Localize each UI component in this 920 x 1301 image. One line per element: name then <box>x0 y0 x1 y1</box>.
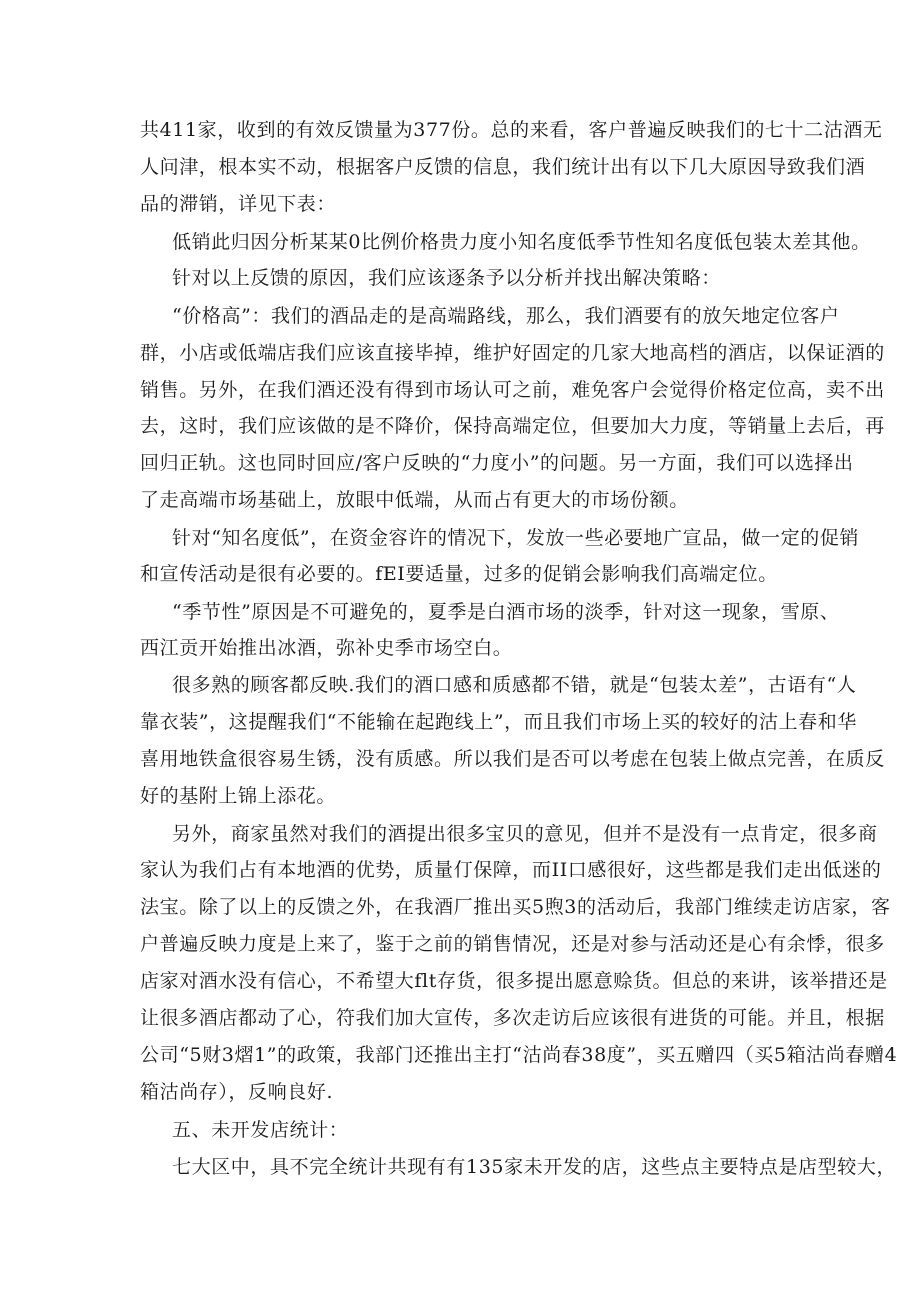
text-line: 七大区中，具不完全统计共现有有135家未开发的店，这些点主要特点是店型较大， <box>172 1156 897 1178</box>
text-line: 家认为我们占有本地酒的优势，质量仃保障，而II口感很好，这些都是我们走出低迷的 <box>140 859 882 881</box>
text-line: 户普遍反映力度是上来了，鉴于之前的销售情况，还是对参与活动还是心有余悸，很多 <box>140 933 885 955</box>
section-heading: 五、未开发店统计： <box>172 1119 349 1141</box>
text-line: “价格高”：我们的酒品走的是高端路线，那么，我们酒要有的放矢地定位客户 <box>172 305 840 327</box>
text-line: 另外，商家虽然对我们的酒提出很多宝贝的意见，但并不是没有一点肯定，很多商 <box>172 823 878 845</box>
text-line: 喜用地铁盒很容易生锈，没有质感。所以我们是否可以考虑在包装上做点完善，在质反 <box>140 748 885 770</box>
text-line: 共411家，收到的有效反馈量为377份。总的来看，客户普遍反映我们的七十二沽酒无 <box>140 119 883 141</box>
text-line: 很多熟的顾客都反映.我们的酒口感和质感都不错，就是“包装太差”，古语有“人 <box>172 674 857 696</box>
text-line: 靠衣装”，这提醒我们“不能输在起跑线上”，而且我们市场上买的较好的沽上春和华 <box>140 711 857 733</box>
text-line: 西江贡开始推出冰酒，弥补史季市场空白。 <box>140 637 513 659</box>
text-line: 针对“知名度低”，在资金容许的情况下，发放一些必要地广宣品，做一定的促销 <box>172 527 860 549</box>
text-line: 法宝。除了以上的反馈之外，在我酒厂推出买5煦3的活动后，我部门维续走访店家，客 <box>140 896 891 918</box>
text-line: 品的滞销，详见下表： <box>140 193 337 215</box>
text-line: 箱沽尚存），反响良好. <box>140 1081 334 1103</box>
text-line: 了走高端市场基础上，放眼中低端，从而占有更大的市场份额。 <box>140 489 689 511</box>
text-line: 人问津，根本实不动，根据客户反馈的信息，我们统计出有以下几大原因导致我们酒 <box>140 156 866 178</box>
text-line: 销售。另外，在我们酒还没有得到市场认可之前，难免客户会觉得价格定位高，卖不出 <box>140 379 885 401</box>
text-line: 低销此归因分析某某0比例价格贵力度小知名度低季节性知名度低包装太差其他。 <box>172 231 871 253</box>
text-line: “季节性”原因是不可避免的，夏季是白酒市场的淡季，针对这一现象，雪原、 <box>172 601 840 623</box>
text-line: 去，这时，我们应该做的是不降价，保持高端定位，但要加大力度，等销量上去后，再 <box>140 415 885 437</box>
text-line: 群，小店或低端店我们应该直接毕掉，维护好固定的几家大地高档的酒店，以保证酒的 <box>140 342 885 364</box>
text-line: 针对以上反馈的原因，我们应该逐条予以分析并找出解决策略： <box>172 267 721 289</box>
text-line: 回归正轨。这也同时回应/客户反映的“力度小”的问题。另一方面，我们可以选择出 <box>140 452 854 474</box>
text-line: 好的基附上锦上添花。 <box>140 785 337 807</box>
text-line: 和宣传活动是很有必要的。fEI要适量，过多的促销会影响我们高端定位。 <box>140 563 778 585</box>
text-line: 公司“5财3熠1”的政策，我部门还推出主打“沽尚春38度”，买五赠四（买5箱沽尚春赠4 <box>140 1044 898 1066</box>
text-line: 让很多酒店都动了心，符我们加大宣传，多次走访后应该很有进货的可能。并且，根据 <box>140 1007 885 1029</box>
text-line: 店家对酒水没有信心，不希望大flt存货，很多提出愿意赊货。但总的来讲，该举措还是 <box>140 970 888 992</box>
